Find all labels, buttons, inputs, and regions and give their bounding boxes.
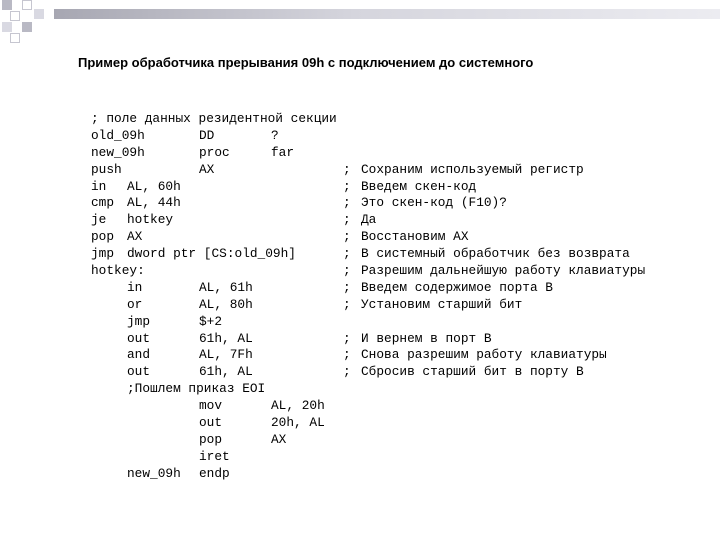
comment-marker: ; [343,161,351,177]
code-token: AX [199,161,215,177]
code-token: AL, 44h [127,195,181,211]
code-token: ;Пошлем приказ EOI [127,381,266,397]
code-token: AL, 20h [271,398,325,414]
code-token: in [91,178,107,194]
decor-square [22,22,32,32]
code-token: cmp [91,195,115,211]
code-token: far [271,144,295,160]
comment-marker: ; [343,296,351,312]
code-token: ? [271,127,279,143]
code-token: proc [199,144,230,160]
code-token: pop [91,229,115,245]
slide-title: Пример обработчика прерывания 09h с подключением до системного [78,55,534,70]
code-comment: Введем содержимое порта B [361,279,553,295]
code-comment: Восстановим AX [361,229,469,245]
code-token: new_09h [127,465,181,481]
code-comment: И вернем в порт B [361,330,492,346]
code-comment: Установим старший бит [361,296,523,312]
code-token: 61h, AL [199,330,253,346]
comment-marker: ; [343,178,351,194]
code-token: mov [199,398,223,414]
code-comment: Разрешим дальнейшую работу клавиатуры [361,263,646,279]
code-token: pop [199,431,223,447]
code-comment: Снова разрешим работу клавиатуры [361,347,607,363]
code-token: out [199,415,223,431]
code-token: jmp [127,313,151,329]
comment-marker: ; [343,212,351,228]
code-token: and [127,347,151,363]
code-token: in [127,279,143,295]
comment-marker: ; [343,347,351,363]
code-token: new_09h [91,144,145,160]
decor-square [34,9,44,19]
code-token: ; поле данных резидентной секции [91,111,337,126]
code-comment: Введем скен-код [361,178,477,194]
comment-marker: ; [343,364,351,380]
code-token: AX [271,431,287,447]
code-token: old_09h [91,127,145,143]
code-comment: В системный обработчик без возврата [361,246,630,262]
code-token: AL, 80h [199,296,253,312]
comment-marker: ; [343,263,351,279]
code-token: out [127,330,151,346]
code-token: or [127,296,143,312]
code-token: endp [199,465,230,481]
comment-marker: ; [343,279,351,295]
code-token: dword ptr [CS:old_09h] [127,246,296,262]
code-token: $+2 [199,313,223,329]
code-token: push [91,161,122,177]
code-token: AX [127,229,143,245]
code-token: AL, 60h [127,178,181,194]
code-comment: Сохраним используемый регистр [361,161,584,177]
comment-marker: ; [343,330,351,346]
code-token: 20h, AL [271,415,325,431]
code-token: hotkey [127,212,174,228]
code-token: iret [199,448,230,464]
code-token: AL, 7Fh [199,347,253,363]
code-token: hotkey: [91,263,145,279]
code-comment: Сбросив старший бит в порту B [361,364,584,380]
header-bar [54,9,720,19]
decor-square [2,0,12,10]
decor-square [2,22,12,32]
code-token: out [127,364,151,380]
code-token: jmp [91,246,115,262]
code-token: AL, 61h [199,279,253,295]
comment-marker: ; [343,229,351,245]
code-token: je [91,212,107,228]
code-token: DD [199,127,215,143]
comment-marker: ; [343,195,351,211]
decor-square [10,11,20,21]
code-token: 61h, AL [199,364,253,380]
decor-square [10,33,20,43]
comment-marker: ; [343,246,351,262]
code-comment: Это скен-код (F10)? [361,195,507,211]
decor-square [22,0,32,10]
code-comment: Да [361,212,377,228]
